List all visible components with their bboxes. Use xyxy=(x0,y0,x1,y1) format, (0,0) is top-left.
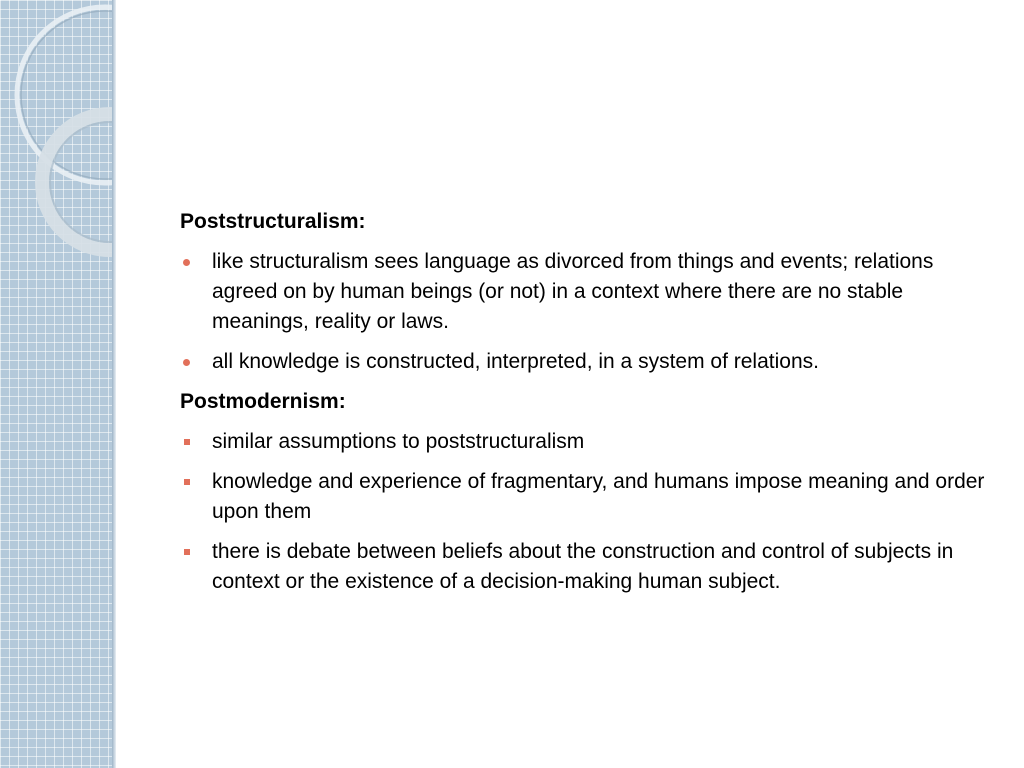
list-item-text: all knowledge is constructed, interpreted, in a system of relations. xyxy=(212,350,819,373)
list-item-text: like structuralism sees language as divorced from things and events; relations agreed on by human beings (or not) in a context where there are no stable meanings, reality or laws. xyxy=(212,250,934,333)
poststructuralism-list xyxy=(180,247,1000,377)
list-item xyxy=(180,467,1000,527)
square-bullet-icon xyxy=(184,439,190,445)
list-item-text: there is debate between beliefs about the construction and control of subjects in context or the existence of a decision-making human subject. xyxy=(212,540,954,593)
decorative-sidebar xyxy=(0,0,112,768)
list-item xyxy=(180,247,1000,337)
circle-bullet-icon xyxy=(183,259,190,266)
sidebar-edge xyxy=(112,0,116,768)
list-item xyxy=(180,537,1000,597)
list-item xyxy=(180,347,1000,377)
square-bullet-icon xyxy=(184,549,190,555)
decorative-rings xyxy=(0,0,112,768)
circle-bullet-icon xyxy=(183,359,190,366)
slide-content xyxy=(180,207,1000,607)
section-heading-postmodernism: Postmodernism: xyxy=(180,390,346,413)
list-item-text: knowledge and experience of fragmentary, and humans impose meaning and order upon them xyxy=(212,470,985,523)
postmodernism-list xyxy=(180,427,1000,597)
list-item-text: similar assumptions to poststructuralism xyxy=(212,430,585,453)
section-heading-poststructuralism: Poststructuralism: xyxy=(180,210,366,233)
square-bullet-icon xyxy=(184,479,190,485)
list-item xyxy=(180,427,1000,457)
